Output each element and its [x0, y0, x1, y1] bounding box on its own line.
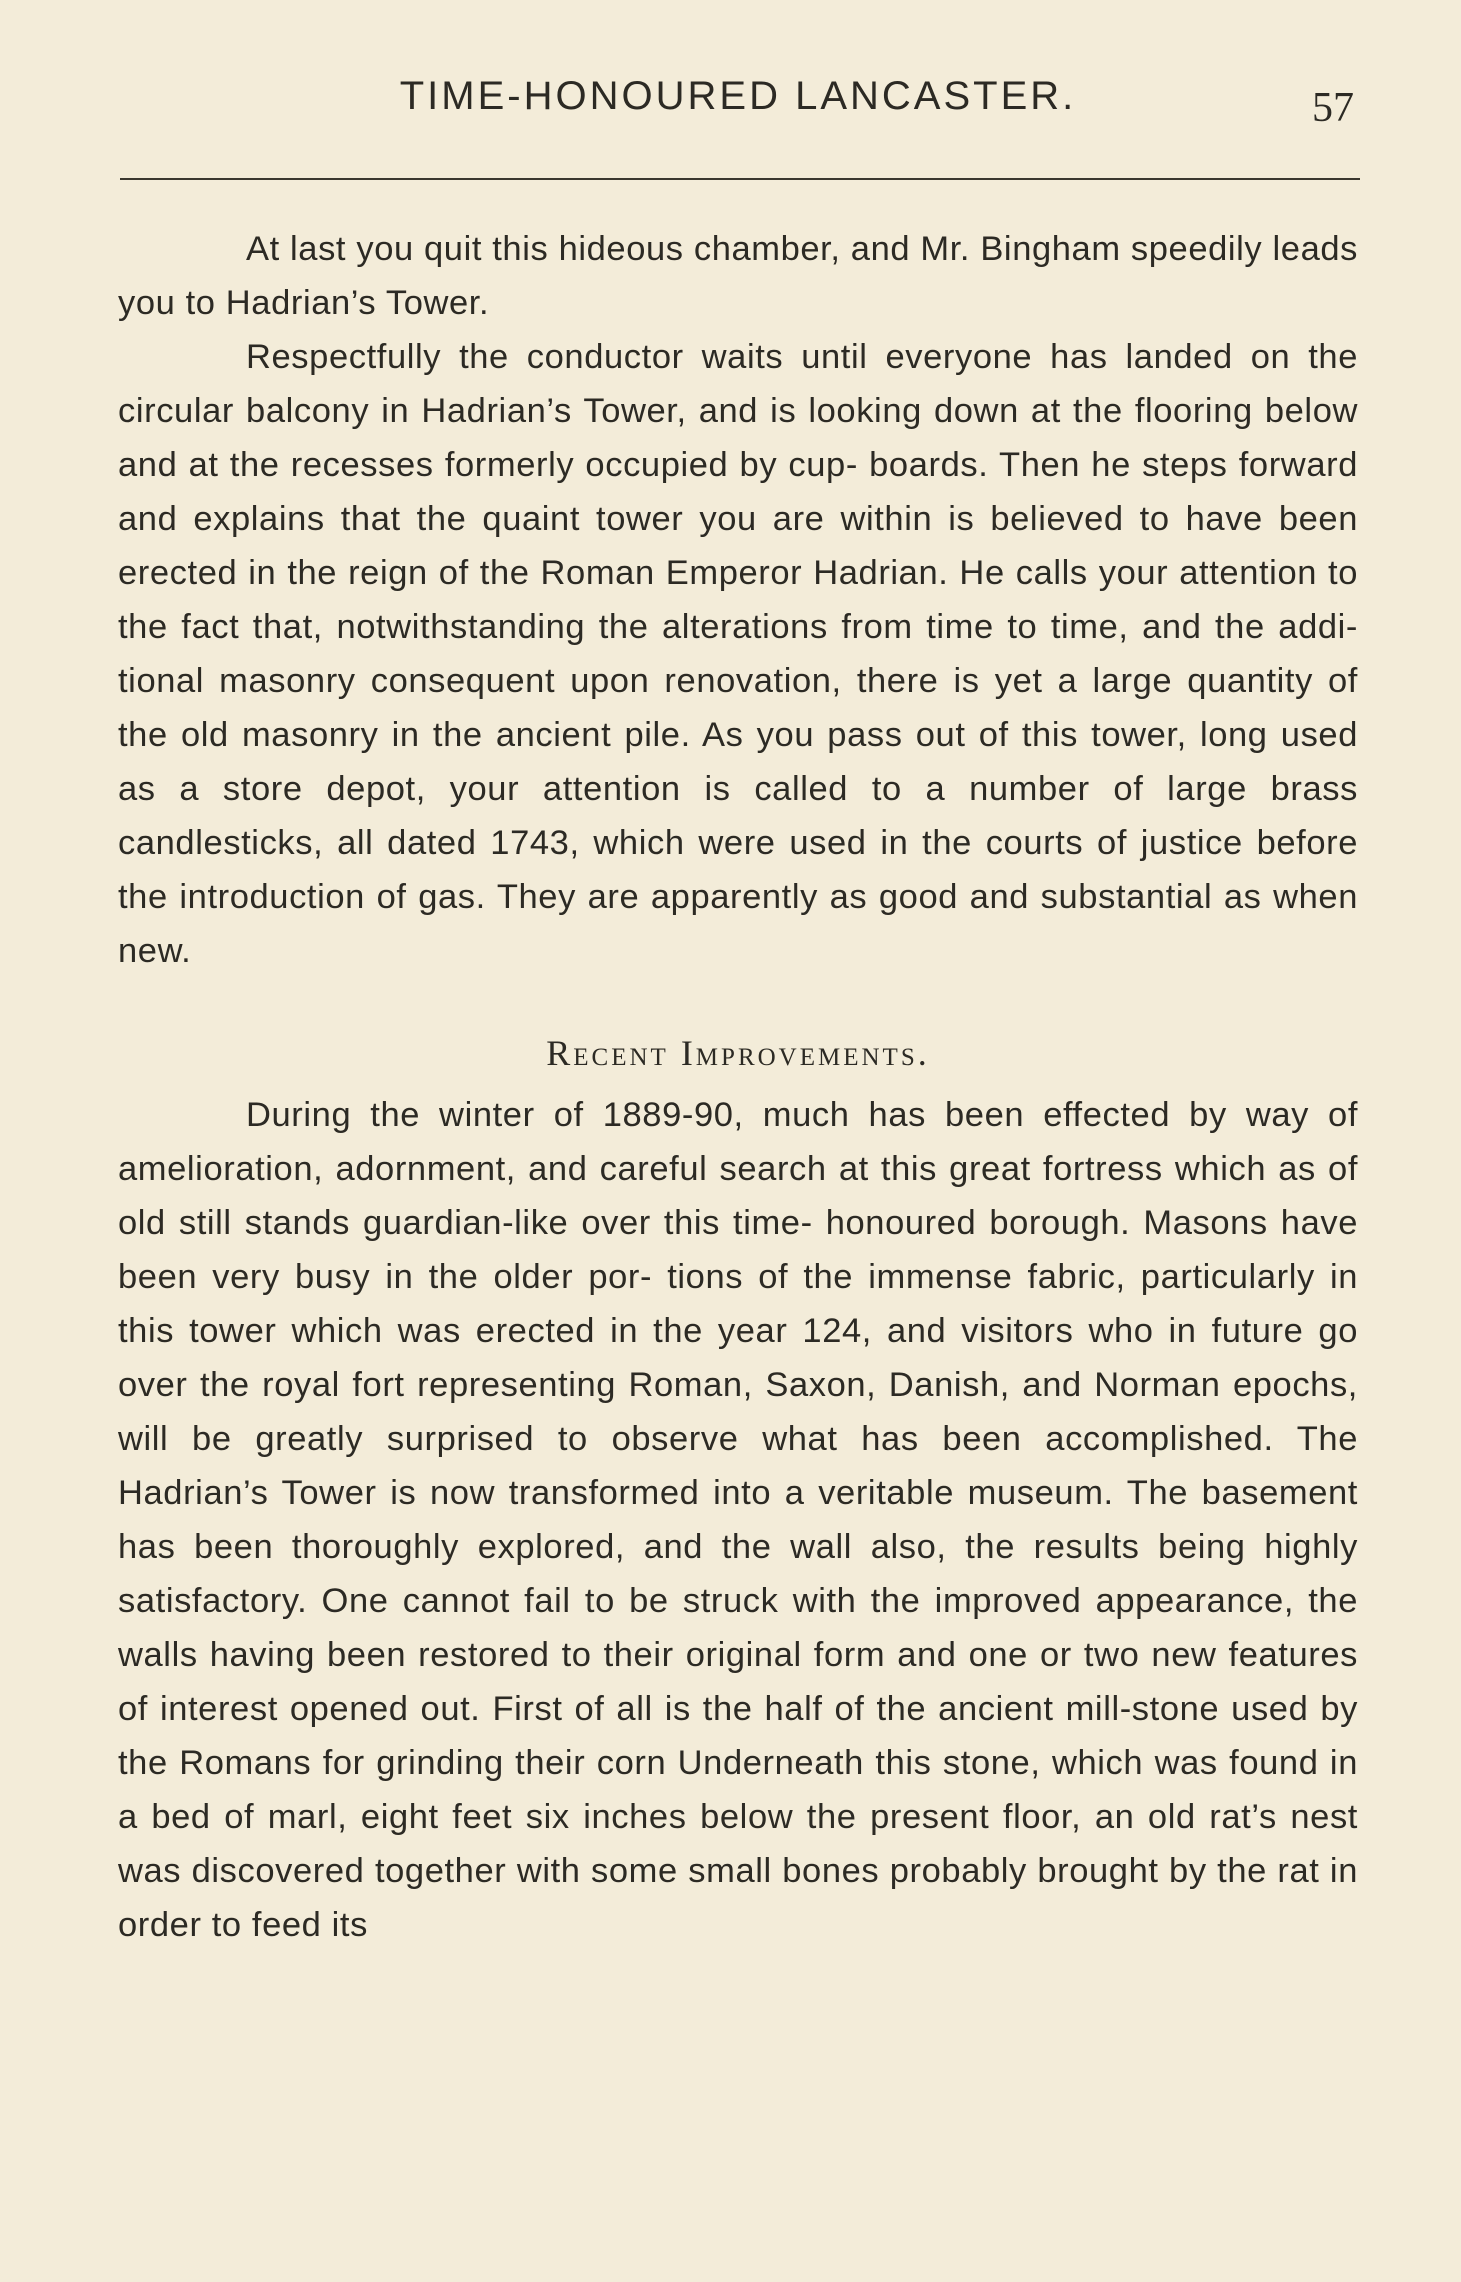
body-text	[118, 222, 1358, 1952]
section-heading: Recent Improvements.	[546, 1033, 930, 1073]
paragraph-bingham: At last you quit this hideous chamber, and Mr. Bingham speedily leads you to Hadrian’s Tower.	[118, 230, 1358, 322]
running-head	[118, 70, 1358, 130]
header-rule	[120, 178, 1360, 180]
paragraph-hadrians-tower: Respectfully the conductor waits until everyone has landed on the circular balcony in Hadrian’s Tower, and is looking down at the flooring below and at the recesses formerly occupied by cup- boards. Then he steps forward and explains that the quaint tower you are within is believed to have been erected in the reign of the Roman Emperor Hadrian. He calls your attention to the fact that, notwithstanding the alterations from time to time, and the addi- tional masonry consequent upon renovation, there is yet a large quantity of the old masonry in the ancient pile. As you pass out of this tower, long used as a store depot, your attention is called to a number of large brass candlesticks, all dated 1743, which were used in the courts of justice before the introduction of gas. They are apparently as good and substantial as when new.	[118, 338, 1358, 970]
page-number: 57	[1312, 85, 1354, 131]
running-title: TIME-HONOURED LANCASTER.	[399, 74, 1077, 118]
paragraph-recent-improvements: During the winter of 1889-90, much has been effected by way of amelioration, adornment, and careful search at this great fortress which as of old still stands guardian-like over this time- honoured borough. Masons have been very busy in the older por- tions of the immense fabric, particularly in this tower which was erected in the year 124, and visitors who in future go over the royal fort representing Roman, Saxon, Danish, and Norman epochs, will be greatly surprised to observe what has been accomplished. The Hadrian’s Tower is now transformed into a veritable museum. The basement has been thoroughly explored, and the wall also, the results being highly satisfactory. One cannot fail to be struck with the improved appearance, the walls having been restored to their original form and one or two new features of interest opened out. First of all is the half of the ancient mill-stone used by the Romans for grinding their corn Underneath this stone, which was found in a bed of marl, eight feet six inches below the present floor, an old rat’s nest was discovered together with some small bones probably brought by the rat in order to feed its	[118, 1096, 1358, 1944]
